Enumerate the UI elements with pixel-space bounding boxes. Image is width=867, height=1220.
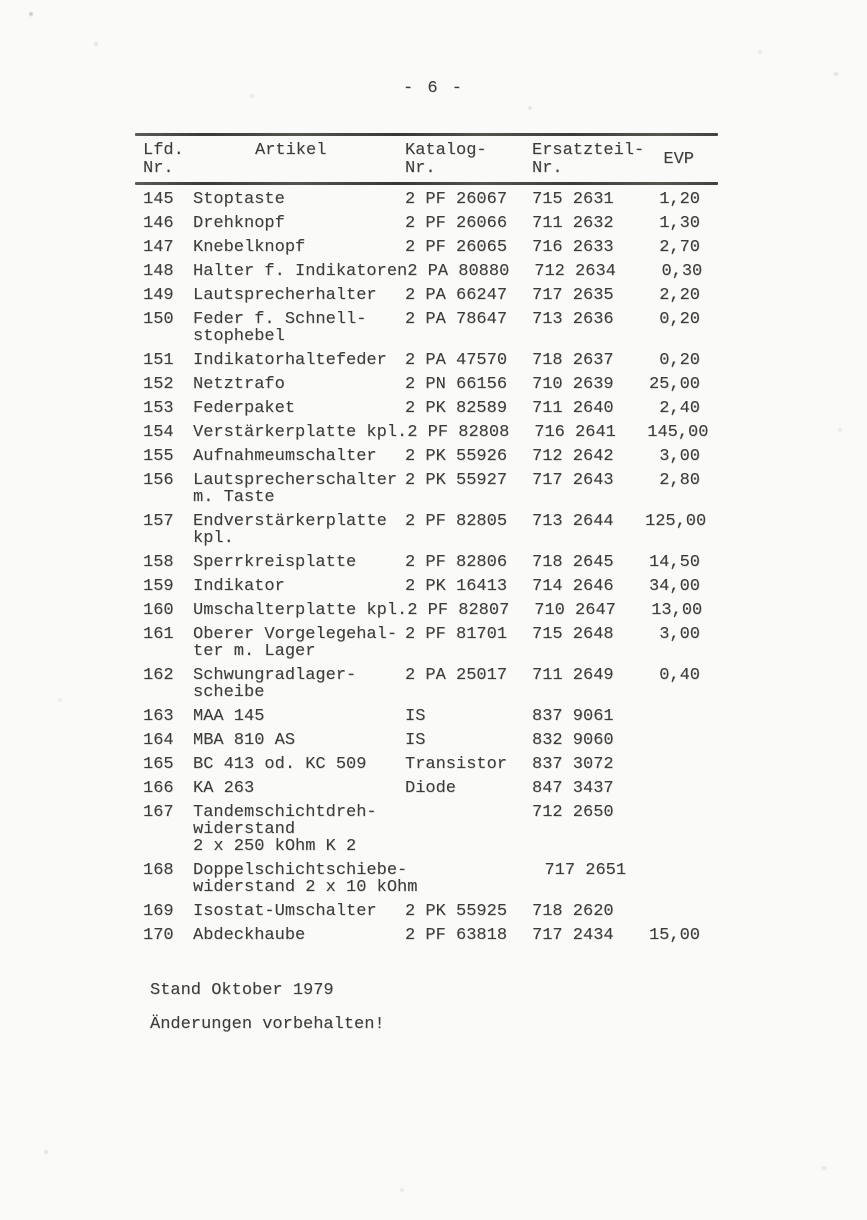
artikel-line: widerstand — [193, 820, 296, 839]
cell-artikel — [193, 626, 405, 660]
cell-ersatzteil: 837 3072 — [532, 755, 614, 774]
cell-katalog: 2 PF 82806 — [405, 553, 508, 572]
artikel-line: stophebel — [193, 327, 285, 346]
table-row — [143, 626, 718, 660]
artikel-line: Feder f. Schnell- — [193, 310, 367, 329]
artikel-line: Abdeckhaube — [193, 926, 306, 945]
cell-lfd: 166 — [143, 779, 174, 798]
cell-ersatzteil: 717 2651 — [544, 861, 627, 880]
cell-lfd: 164 — [143, 731, 174, 750]
table-row — [143, 903, 718, 920]
footer-date: Stand Oktober 1979 — [150, 981, 334, 1000]
cell-artikel — [193, 756, 405, 773]
cell-lfd: 160 — [143, 601, 174, 620]
cell-ersatzteil: 837 9061 — [532, 707, 614, 726]
cell-artikel — [193, 578, 405, 595]
cell-artikel — [193, 667, 405, 701]
table-row — [143, 472, 718, 506]
cell-lfd: 159 — [143, 577, 174, 596]
cell-ersatzteil: 712 2650 — [532, 803, 614, 822]
cell-artikel — [193, 804, 405, 855]
cell-evp: 2,70 — [659, 238, 700, 257]
cell-ersatzteil: 832 9060 — [532, 731, 614, 750]
cell-katalog: 2 PK 82589 — [405, 399, 508, 418]
cell-artikel — [193, 927, 405, 944]
cell-evp: 2,40 — [659, 399, 700, 418]
cell-artikel — [193, 448, 405, 465]
cell-artikel — [193, 862, 417, 896]
artikel-line: Tandemschichtdreh- — [193, 803, 377, 822]
cell-artikel — [193, 732, 405, 749]
artikel-line: BC 413 od. KC 509 — [193, 755, 367, 774]
table-row — [143, 756, 718, 773]
table-row — [143, 554, 718, 571]
cell-evp: 3,00 — [659, 625, 700, 644]
header-cell-katalog: Katalog- Nr. — [405, 141, 487, 178]
header-cell-ersatzteil: Ersatzteil- Nr. — [532, 141, 645, 178]
artikel-line: Stoptaste — [193, 190, 285, 209]
cell-ersatzteil: 717 2434 — [532, 926, 614, 945]
cell-lfd: 168 — [143, 861, 174, 880]
cell-lfd: 153 — [143, 399, 174, 418]
cell-katalog: 2 PF 26066 — [405, 214, 508, 233]
cell-katalog: Transistor — [405, 755, 508, 774]
cell-lfd: 146 — [143, 214, 174, 233]
cell-artikel — [193, 191, 405, 208]
cell-lfd: 163 — [143, 707, 174, 726]
page-number: - 6 - — [402, 79, 464, 98]
cell-evp: 2,80 — [659, 471, 700, 490]
cell-lfd: 162 — [143, 666, 174, 685]
table-row — [143, 424, 718, 441]
cell-ersatzteil: 713 2636 — [532, 310, 614, 329]
cell-artikel — [193, 239, 405, 256]
cell-ersatzteil: 711 2632 — [532, 214, 614, 233]
artikel-line: Lautsprecherhalter — [193, 286, 377, 305]
cell-katalog: 2 PF 81701 — [405, 625, 508, 644]
artikel-line: Doppelschichtschiebe- — [193, 861, 408, 880]
cell-artikel — [193, 400, 405, 417]
cell-ersatzteil: 716 2641 — [534, 423, 616, 442]
artikel-line: Indikator — [193, 577, 285, 596]
table-row — [143, 804, 718, 855]
cell-lfd: 151 — [143, 351, 174, 370]
table-row — [143, 927, 718, 944]
cell-artikel — [193, 215, 405, 232]
cell-evp: 3,00 — [659, 447, 700, 466]
cell-katalog: Diode — [405, 779, 457, 798]
artikel-line: Oberer Vorgelegehal- — [193, 625, 398, 644]
cell-artikel — [193, 263, 407, 280]
cell-evp: 0,20 — [659, 310, 700, 329]
cell-katalog: 2 PF 26067 — [405, 190, 508, 209]
artikel-line: KA 263 — [193, 779, 255, 798]
table-row — [143, 239, 718, 256]
cell-katalog: 2 PK 55925 — [405, 902, 508, 921]
cell-lfd: 167 — [143, 803, 174, 822]
table-row — [143, 400, 718, 417]
artikel-line: Endverstärkerplatte — [193, 512, 387, 531]
artikel-line: scheibe — [193, 683, 265, 702]
cell-artikel — [193, 472, 405, 506]
table-row — [143, 263, 718, 280]
cell-artikel — [193, 708, 405, 725]
cell-evp: 0,30 — [661, 262, 703, 281]
cell-katalog: 2 PK 55926 — [405, 447, 508, 466]
cell-ersatzteil: 710 2647 — [534, 601, 616, 620]
artikel-line: Isostat-Umschalter — [193, 902, 377, 921]
cell-ersatzteil: 714 2646 — [532, 577, 614, 596]
cell-evp: 13,00 — [651, 601, 703, 620]
parts-table — [135, 133, 718, 951]
cell-katalog: IS — [405, 707, 426, 726]
cell-ersatzteil: 716 2633 — [532, 238, 614, 257]
cell-artikel — [193, 287, 405, 304]
artikel-line: Netztrafo — [193, 375, 285, 394]
cell-artikel — [193, 602, 407, 619]
cell-ersatzteil: 717 2635 — [532, 286, 614, 305]
cell-artikel — [193, 424, 407, 441]
cell-katalog: 2 PN 66156 — [405, 375, 508, 394]
cell-katalog: 2 PF 63818 — [405, 926, 508, 945]
cell-lfd: 145 — [143, 190, 174, 209]
cell-ersatzteil: 715 2648 — [532, 625, 614, 644]
table-row — [143, 667, 718, 701]
artikel-line: widerstand 2 x 10 kOhm — [193, 878, 418, 897]
cell-katalog: 2 PA 80880 — [407, 262, 510, 281]
cell-lfd: 158 — [143, 553, 174, 572]
header-cell-lfd: Lfd. Nr. — [143, 141, 184, 178]
cell-evp: 25,00 — [648, 375, 700, 394]
cell-katalog: 2 PK 16413 — [405, 577, 508, 596]
cell-ersatzteil: 711 2649 — [532, 666, 614, 685]
table-row — [143, 708, 718, 725]
page-footer — [150, 982, 385, 1050]
cell-lfd: 148 — [143, 262, 174, 281]
cell-katalog: 2 PF 82807 — [407, 601, 510, 620]
cell-evp: 0,20 — [659, 351, 700, 370]
artikel-line: 2 x 250 kOhm K 2 — [193, 837, 357, 856]
cell-katalog: 2 PA 66247 — [405, 286, 508, 305]
artikel-line: Halter f. Indikatoren — [193, 262, 408, 281]
cell-lfd: 147 — [143, 238, 174, 257]
table-row — [143, 352, 718, 369]
cell-lfd: 157 — [143, 512, 174, 531]
cell-katalog: 2 PA 25017 — [405, 666, 508, 685]
cell-ersatzteil: 718 2645 — [532, 553, 614, 572]
artikel-line: Knebelknopf — [193, 238, 306, 257]
cell-lfd: 155 — [143, 447, 174, 466]
footer-notice: Änderungen vorbehalten! — [150, 1015, 385, 1034]
cell-katalog: 2 PA 78647 — [405, 310, 508, 329]
table-header — [135, 136, 718, 182]
table-row — [143, 191, 718, 208]
cell-artikel — [193, 311, 405, 345]
artikel-line: Verstärkerplatte kpl. — [193, 423, 408, 442]
cell-lfd: 169 — [143, 902, 174, 921]
table-row — [143, 602, 718, 619]
cell-lfd: 165 — [143, 755, 174, 774]
cell-artikel — [193, 376, 405, 393]
cell-ersatzteil: 718 2620 — [532, 902, 614, 921]
cell-lfd: 150 — [143, 310, 174, 329]
cell-katalog: 2 PF 82805 — [405, 512, 508, 531]
table-row — [143, 376, 718, 393]
table-row — [143, 448, 718, 465]
artikel-line: MBA 810 AS — [193, 731, 296, 750]
cell-evp: 1,30 — [659, 214, 700, 233]
cell-ersatzteil: 712 2634 — [534, 262, 616, 281]
cell-evp: 34,00 — [648, 577, 700, 596]
cell-katalog: 2 PA 47570 — [405, 351, 508, 370]
cell-evp: 15,00 — [648, 926, 700, 945]
cell-katalog: 2 PF 26065 — [405, 238, 508, 257]
table-row — [143, 862, 718, 896]
header-cell-evp: EVP — [663, 149, 694, 169]
table-row — [143, 780, 718, 797]
cell-artikel — [193, 352, 405, 369]
table-row — [143, 215, 718, 232]
cell-lfd: 149 — [143, 286, 174, 305]
cell-ersatzteil: 847 3437 — [532, 779, 614, 798]
cell-evp: 14,50 — [648, 553, 700, 572]
table-body — [135, 185, 718, 944]
artikel-line: ter m. Lager — [193, 642, 316, 661]
cell-artikel — [193, 513, 405, 547]
cell-ersatzteil: 718 2637 — [532, 351, 614, 370]
cell-lfd: 154 — [143, 423, 174, 442]
artikel-line: Federpaket — [193, 399, 296, 418]
cell-katalog: 2 PK 55927 — [405, 471, 508, 490]
cell-lfd: 161 — [143, 625, 174, 644]
artikel-line: Indikatorhaltefeder — [193, 351, 387, 370]
artikel-line: MAA 145 — [193, 707, 265, 726]
cell-evp: 1,20 — [659, 190, 700, 209]
table-row — [143, 311, 718, 345]
artikel-line: Aufnahmeumschalter — [193, 447, 377, 466]
cell-ersatzteil: 715 2631 — [532, 190, 614, 209]
header-cell-artikel: Artikel — [255, 141, 327, 160]
table-row — [143, 732, 718, 749]
cell-artikel — [193, 903, 405, 920]
cell-ersatzteil: 711 2640 — [532, 399, 614, 418]
cell-evp: 0,40 — [659, 666, 700, 685]
cell-evp: 145,00 — [647, 423, 709, 442]
table-row — [143, 578, 718, 595]
artikel-line: Schwungradlager- — [193, 666, 357, 685]
cell-evp: 125,00 — [645, 512, 707, 531]
artikel-line: Drehknopf — [193, 214, 285, 233]
artikel-line: kpl. — [193, 529, 234, 548]
artikel-line: Sperrkreisplatte — [193, 553, 357, 572]
artikel-line: m. Taste — [193, 488, 275, 507]
cell-artikel — [193, 554, 405, 571]
cell-katalog: 2 PF 82808 — [407, 423, 510, 442]
table-row — [143, 513, 718, 547]
artikel-line: Umschalterplatte kpl. — [193, 601, 408, 620]
cell-ersatzteil: 712 2642 — [532, 447, 614, 466]
cell-lfd: 156 — [143, 471, 174, 490]
cell-evp: 2,20 — [659, 286, 700, 305]
cell-lfd: 170 — [143, 926, 174, 945]
cell-katalog: IS — [405, 731, 426, 750]
cell-artikel — [193, 780, 405, 797]
cell-ersatzteil: 717 2643 — [532, 471, 614, 490]
cell-ersatzteil: 713 2644 — [532, 512, 614, 531]
artikel-line: Lautsprecherschalter — [193, 471, 398, 490]
cell-lfd: 152 — [143, 375, 174, 394]
cell-ersatzteil: 710 2639 — [532, 375, 614, 394]
table-row — [143, 287, 718, 304]
